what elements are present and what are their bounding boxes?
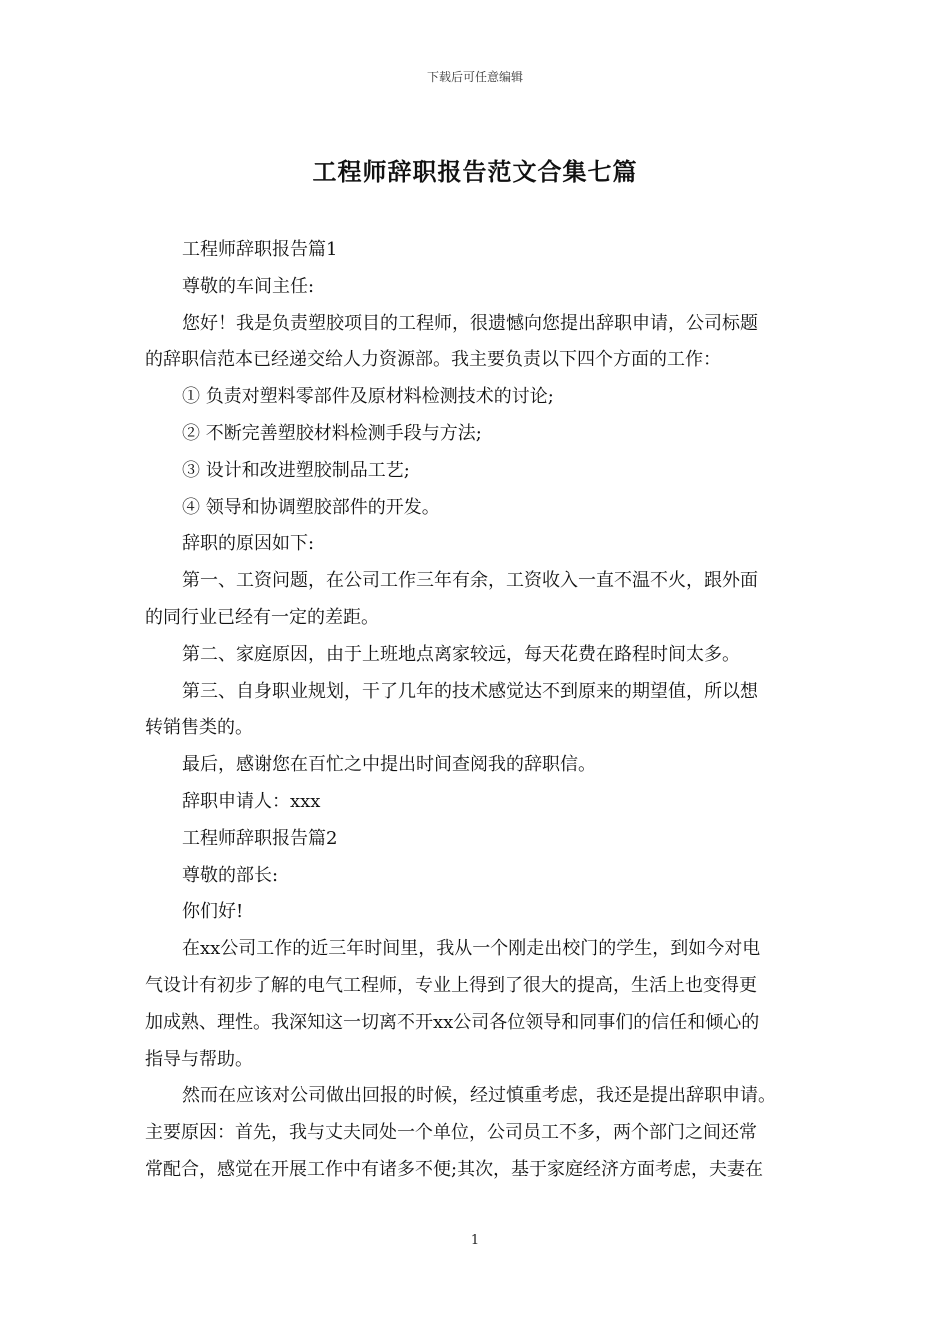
- page-header: 下载后可任意编辑: [426, 70, 523, 84]
- salutation: 尊敬的部长:: [182, 864, 279, 886]
- paragraph: 然而在应该对公司做出回报的时候，经过慎重考虑，我还是提出辞职申请。 主要原因：首先，我与丈夫同处一个单位，公司员工不多，两个部门之间还常 常配合，感觉在开展工作中有诸多不便;其次，基于家庭经济方面考虑，夫妻在: [145, 1085, 776, 1180]
- paragraph: 您好！我是负责塑胶项目的工程师，很遗憾向您提出辞职申请，公司标题 的辞职信范本已经递交给人力资源部。我主要负责以下四个方面的工作：: [145, 312, 758, 371]
- section-heading-2: 工程师辞职报告篇2: [182, 827, 338, 849]
- list-item: ② 不断完善塑胶材料检测手段与方法;: [182, 422, 482, 444]
- paragraph: 辞职的原因如下:: [182, 533, 315, 555]
- paragraph: 第二、家庭原因，由于上班地点离家较远，每天花费在路程时间太多。: [182, 643, 740, 665]
- signature-line: 辞职申请人：xxx: [182, 790, 321, 812]
- document-body: [145, 232, 808, 1189]
- document-title: 工程师辞职报告范文合集七篇: [312, 157, 638, 186]
- section-heading-1: 工程师辞职报告篇1: [182, 239, 338, 260]
- list-item: ① 负责对塑料零部件及原材料检测技术的讨论;: [182, 386, 554, 408]
- paragraph: 在xx公司工作的近三年时间里，我从一个刚走出校门的学生，到如今对电 气设计有初步了解的电气工程师，专业上得到了很大的提高，生活上也变得更 加成熟、理性。我深知这一切离不开xx公司各位领导和同事们的信任和倾心的 指导与帮助。: [145, 938, 761, 1070]
- list-item: ③ 设计和改进塑胶制品工艺;: [182, 459, 410, 481]
- greeting: 你们好!: [182, 901, 244, 923]
- paragraph: 第三、自身职业规划，干了几年的技术感觉达不到原来的期望值，所以想 转销售类的。: [145, 680, 758, 739]
- list-item: ④ 领导和协调塑胶部件的开发。: [182, 496, 440, 518]
- paragraph: 第一、工资问题，在公司工作三年有余，工资收入一直不温不火，跟外面 的同行业已经有一定的差距。: [145, 570, 758, 628]
- paragraph: 最后，感谢您在百忙之中提出时间查阅我的辞职信。: [182, 754, 596, 776]
- salutation: 尊敬的车间主任:: [182, 275, 315, 297]
- page-number: 1: [470, 1233, 480, 1248]
